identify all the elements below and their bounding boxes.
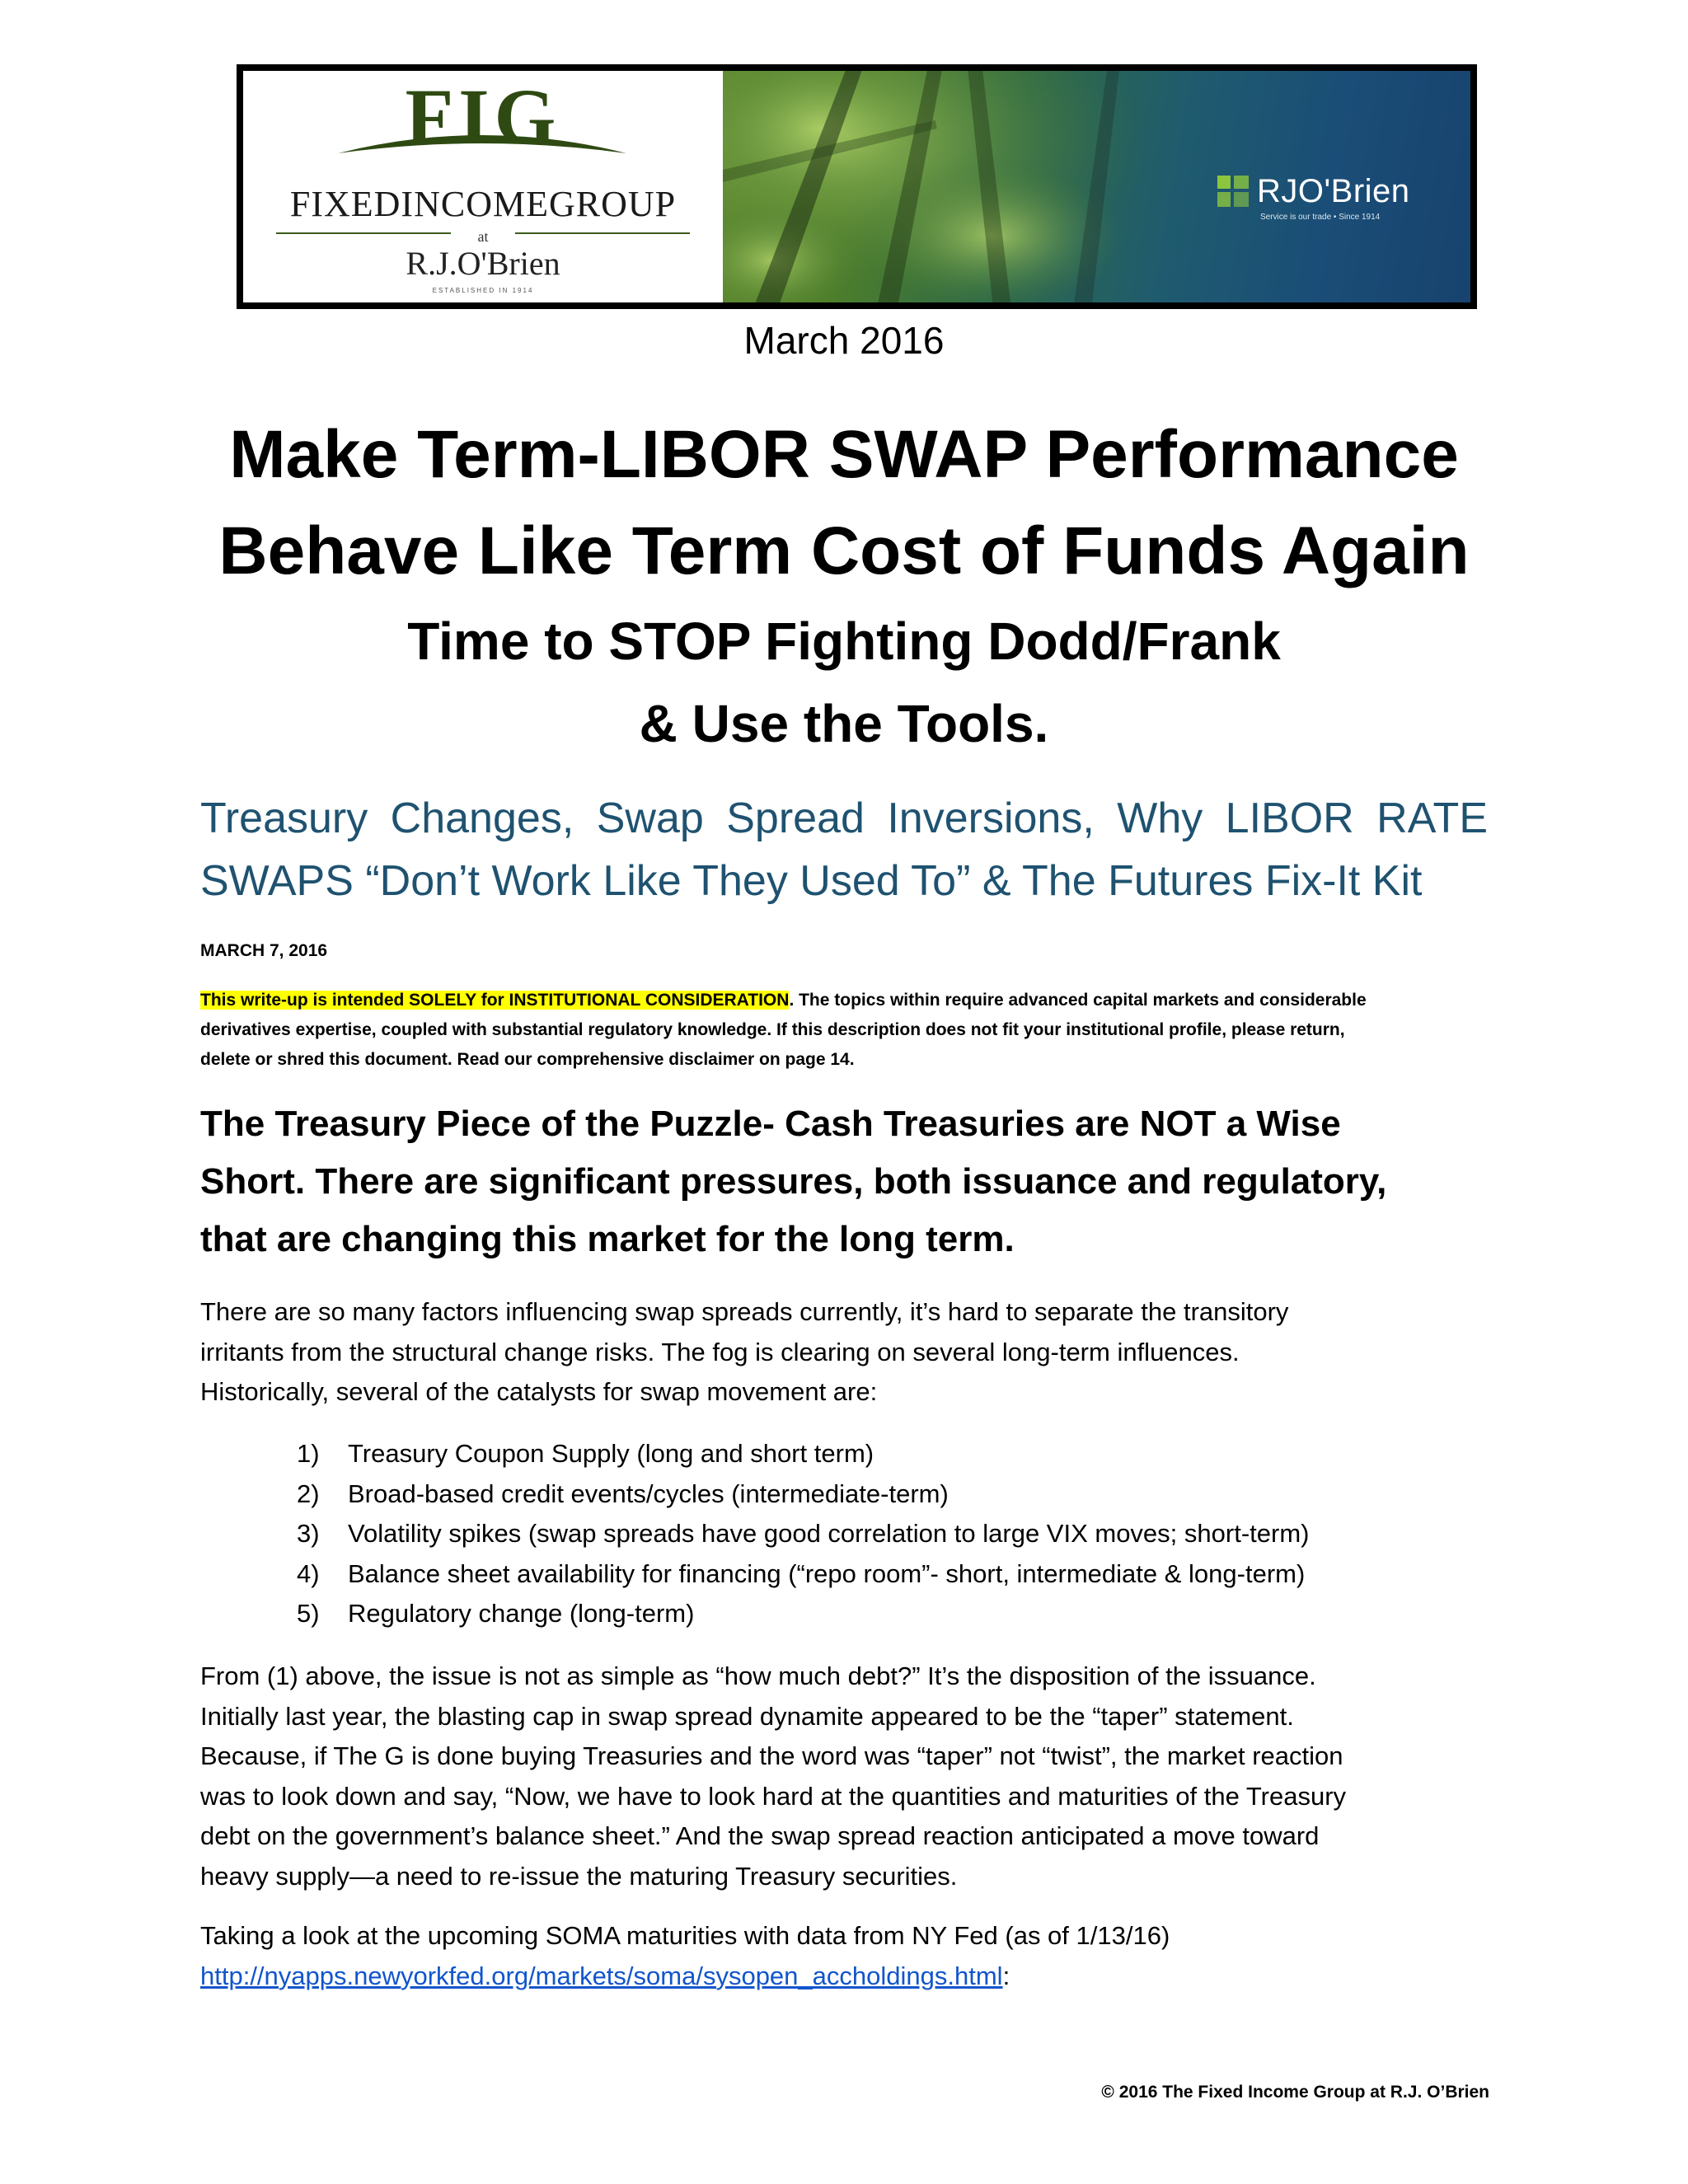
paragraph-line: debt on the government’s balance sheet.” And the swap spread reaction anticipated a move toward — [200, 1821, 1320, 1850]
paragraph-line: There are so many factors influencing swap spreads currently, it’s hard to separate the transitory — [200, 1297, 1289, 1326]
paragraph-line: Initially last year, the blasting cap in swap spread dynamite appeared to be the “taper” statement. — [200, 1701, 1294, 1731]
paragraph-line: Because, if The G is done buying Treasuries and the word was “taper” not “twist”, the market reaction — [200, 1741, 1343, 1770]
section-heading — [200, 1095, 1488, 1268]
paragraph-line: Historically, several of the catalysts for swap movement are: — [200, 1377, 878, 1406]
page-title-line-4: & Use the Tools. — [639, 694, 1049, 753]
list-item — [297, 1434, 1309, 1474]
section-heading-line-3: that are changing this market for the long term. — [200, 1219, 1015, 1259]
list-item — [297, 1594, 1309, 1634]
body-paragraph-2 — [200, 1657, 1488, 1896]
paragraph-line — [200, 1957, 1488, 1997]
catalyst-list — [297, 1434, 1309, 1634]
subtitle-line-1: Treasury Changes, Swap Spread Inversions, Why LIBOR RATE — [200, 794, 1488, 842]
page-title-line-3: Time to STOP Fighting Dodd/Frank — [407, 612, 1281, 671]
notice-line-1 — [200, 986, 1488, 1015]
body-paragraph-3 — [200, 1916, 1488, 1996]
page-title-line-1: Make Term-LIBOR SWAP Performance — [229, 417, 1459, 492]
section-heading-line-1: The Treasury Piece of the Puzzle- Cash Treasuries are NOT a Wise — [200, 1104, 1341, 1144]
list-item-number: 4) — [297, 1558, 320, 1588]
page-title-line-2: Behave Like Term Cost of Funds Again — [218, 513, 1470, 588]
list-item-text: Balance sheet availability for financing (“repo room”- short, intermediate & long-term) — [348, 1558, 1306, 1588]
list-item — [297, 1554, 1309, 1595]
document-date: March 2016 — [743, 319, 945, 362]
link-trailer: : — [1002, 1961, 1010, 1990]
paragraph-line: Taking a look at the upcoming SOMA maturities with data from NY Fed (as of 1/13/16) — [200, 1921, 1170, 1950]
list-item-text: Broad-based credit events/cycles (intermediate-term) — [348, 1479, 949, 1508]
list-item-number: 5) — [297, 1599, 320, 1628]
subtitle — [200, 787, 1488, 912]
list-item-number: 1) — [297, 1439, 320, 1468]
fig-group-name: FIXEDINCOMEGROUP — [289, 184, 677, 224]
swoosh-icon — [334, 122, 631, 171]
list-item-number: 2) — [297, 1479, 320, 1508]
list-item-text: Regulatory change (long-term) — [348, 1599, 695, 1628]
body-paragraph-1 — [200, 1292, 1488, 1413]
list-item-number: 3) — [297, 1519, 320, 1548]
list-item-text: Volatility spikes (swap spreads have good correlation to large VIX moves; short-term) — [348, 1519, 1310, 1548]
fig-firm-name: R.J.O'Brien — [406, 245, 560, 282]
paragraph-line: was to look down and say, “Now, we have to look hard at the quantities and maturities of the Treasury — [200, 1781, 1347, 1811]
header-banner — [237, 64, 1477, 309]
notice-line-3: delete or shred this document. Read our comprehensive disclaimer on page 14. — [200, 1050, 855, 1069]
paragraph-line: irritants from the structural change risks. The fog is clearing on several long-term influences. — [200, 1337, 1240, 1366]
notice-line-1-rest: . The topics within require advanced capital markets and considerable — [789, 991, 1367, 1010]
paragraph-line: heavy supply—a need to re-issue the maturing Treasury securities. — [200, 1861, 958, 1891]
fig-at-text: at — [477, 228, 489, 245]
notice-line-2: derivatives expertise, coupled with substantial regulatory knowledge. If this description does not fit your institutional profile, please return, — [200, 1020, 1345, 1039]
fig-logo-panel — [243, 71, 723, 302]
institutional-notice — [200, 986, 1488, 1075]
copyright-footer: © 2016 The Fixed Income Group at R.J. O’Brien — [1101, 2083, 1489, 2102]
ny-fed-soma-link[interactable]: http://nyapps.newyorkfed.org/markets/soma/sysopen_accholdings.html — [200, 1961, 1003, 1990]
highlighted-warning: This write-up is intended SOLELY for INSTITUTIONAL CONSIDERATION — [200, 991, 790, 1010]
rjo-tagline: Service is our trade • Since 1914 — [1260, 213, 1381, 222]
list-item — [297, 1474, 1309, 1515]
subtitle-line-2: SWAPS “Don’t Work Like They Used To” & The Futures Fix-It Kit — [200, 857, 1423, 905]
list-item — [297, 1514, 1309, 1554]
rjo-brand-name: RJO'Brien — [1257, 173, 1410, 209]
section-heading-line-2: Short. There are significant pressures, both issuance and regulatory, — [200, 1161, 1387, 1202]
list-item-text: Treasury Coupon Supply (long and short term) — [348, 1439, 874, 1468]
fig-logo-letters: FIG — [405, 73, 561, 161]
rjo-brand — [1217, 175, 1410, 208]
rjo-logo-icon — [1217, 176, 1249, 207]
fig-established: ESTABLISHED IN 1914 — [432, 287, 534, 294]
publication-date: MARCH 7, 2016 — [200, 941, 328, 960]
banner-image — [723, 71, 1470, 302]
paragraph-line: From (1) above, the issue is not as simple as “how much debt?” It’s the disposition of the issuance. — [200, 1661, 1316, 1690]
